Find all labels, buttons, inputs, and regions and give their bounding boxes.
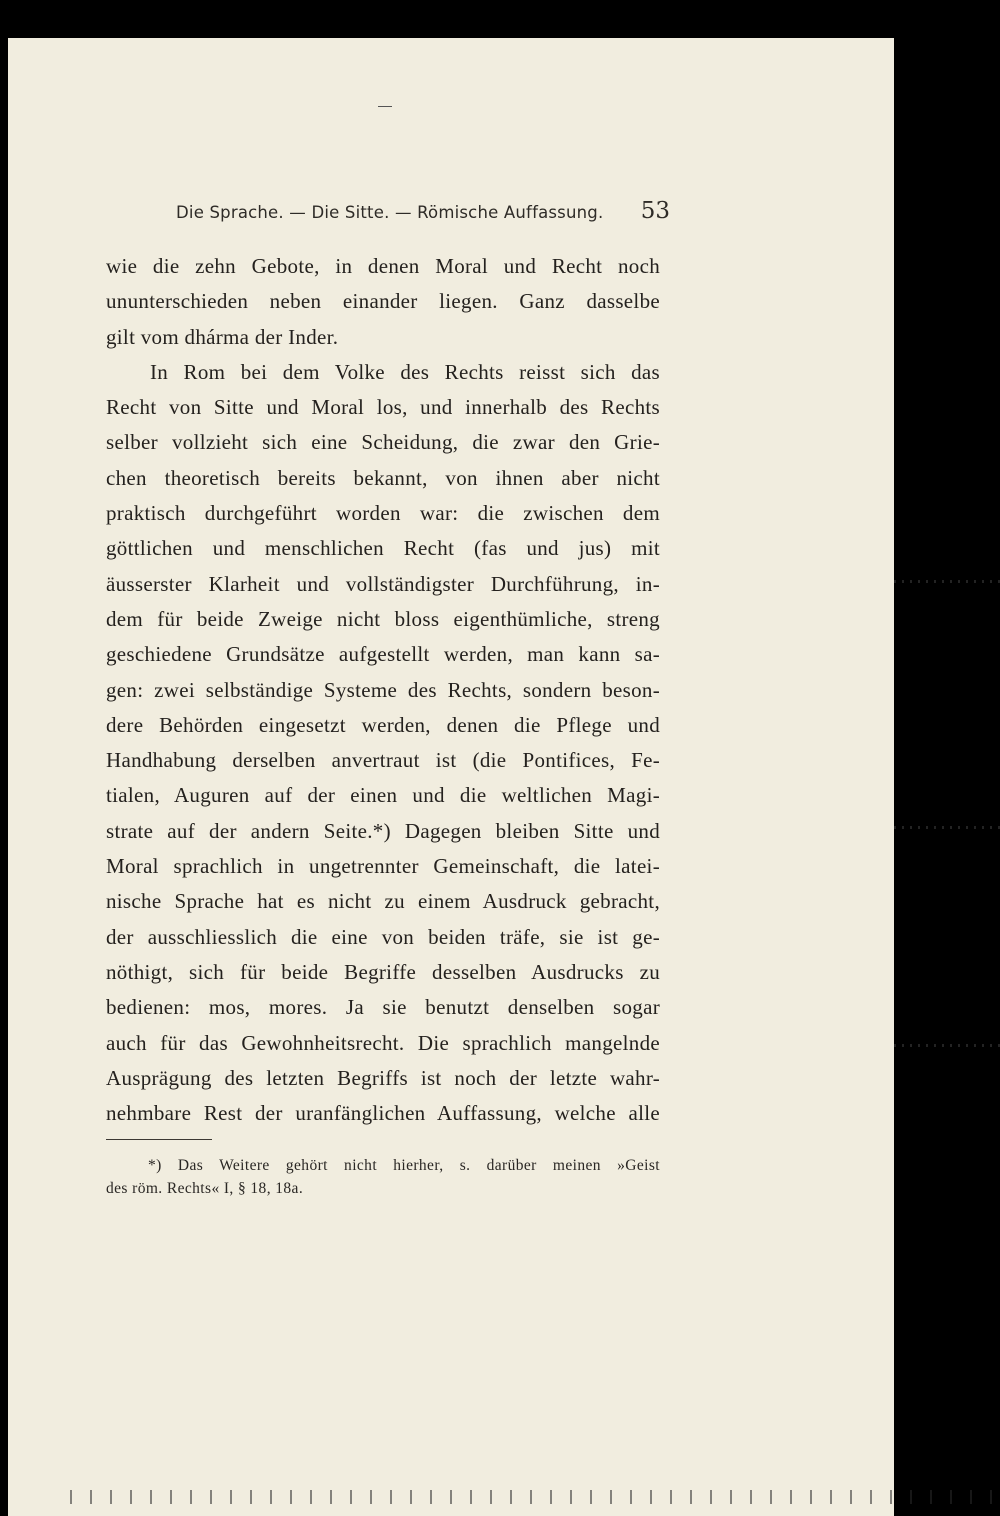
- text-line: dere Behörden eingesetzt werden, denen die Pflege und: [106, 712, 660, 737]
- text-line: In Rom bei dem Volke des Rechts reisst sich das: [150, 359, 660, 384]
- text-line: bedienen: mos, mores. Ja sie benutzt denselben sogar: [106, 995, 660, 1020]
- text-line: der ausschliesslich die eine von beiden träfe, sie ist ge-: [106, 924, 660, 949]
- footnote-rule: [106, 1139, 212, 1140]
- edge-dots: [894, 826, 1000, 829]
- text-line: geschiedene Grundsätze aufgestellt werden, man kann sa-: [106, 642, 660, 667]
- printer-mark: [378, 106, 392, 107]
- text-line: tialen, Auguren auf der einen und die weltlichen Magi-: [106, 783, 660, 808]
- edge-dots: [894, 580, 1000, 583]
- text-line: chen theoretisch bereits bekannt, von ihnen aber nicht: [106, 465, 660, 490]
- running-title: Die Sprache. — Die Sitte. — Römische Auffassung.: [176, 203, 604, 222]
- text-line: gilt vom dhárma der Inder.: [106, 324, 339, 349]
- text-line: praktisch durchgeführt worden war: die zwischen dem: [106, 501, 660, 526]
- text-line: selber vollzieht sich eine Scheidung, die zwar den Grie-: [106, 430, 660, 455]
- text-line: Moral sprachlich in ungetrennter Gemeinschaft, die latei-: [106, 854, 660, 879]
- text-line: nehmbare Rest der uranfänglichen Auffassung, welche alle: [106, 1101, 660, 1126]
- footnote-line: des röm. Rechts« I, § 18, 18a.: [106, 1180, 304, 1197]
- text-line: Ausprägung des letzten Begriffs ist noch der letzte wahr-: [106, 1065, 660, 1090]
- text-line: nöthigt, sich für beide Begriffe desselben Ausdrucks zu: [106, 959, 660, 984]
- text-line: nische Sprache hat es nicht zu einem Ausdruck gebracht,: [106, 889, 660, 914]
- text-line: göttlichen und menschlichen Recht (fas und jus) mit: [106, 536, 660, 561]
- body-text: [106, 249, 660, 1131]
- film-perforation: [70, 1490, 1000, 1504]
- text-line: strate auf der andern Seite.*) Dagegen bleiben Sitte und: [106, 818, 660, 843]
- footnote: [106, 1154, 660, 1200]
- footnote-line: *) Das Weitere gehört nicht hierher, s. darüber meinen »Geist: [148, 1157, 660, 1174]
- text-line: dem für beide Zweige nicht bloss eigenthümliche, streng: [106, 606, 660, 631]
- page-number: 53: [640, 198, 670, 224]
- text-line: Recht von Sitte und Moral los, und innerhalb des Rechts: [106, 395, 660, 420]
- text-line: gen: zwei selbständige Systeme des Rechts, sondern beson-: [106, 677, 660, 702]
- text-line: äusserster Klarheit und vollständigster Durchführung, in-: [106, 571, 660, 596]
- edge-dots: [894, 1044, 1000, 1047]
- text-line: wie die zehn Gebote, in denen Moral und Recht noch: [106, 254, 660, 278]
- page-header: [176, 198, 670, 232]
- text-line: Handhabung derselben anvertraut ist (die Pontifices, Fe-: [106, 748, 660, 773]
- text-line: ununterschieden neben einander liegen. Ganz dasselbe: [106, 289, 660, 314]
- text-line: auch für das Gewohnheitsrecht. Die sprachlich mangelnde: [106, 1030, 660, 1055]
